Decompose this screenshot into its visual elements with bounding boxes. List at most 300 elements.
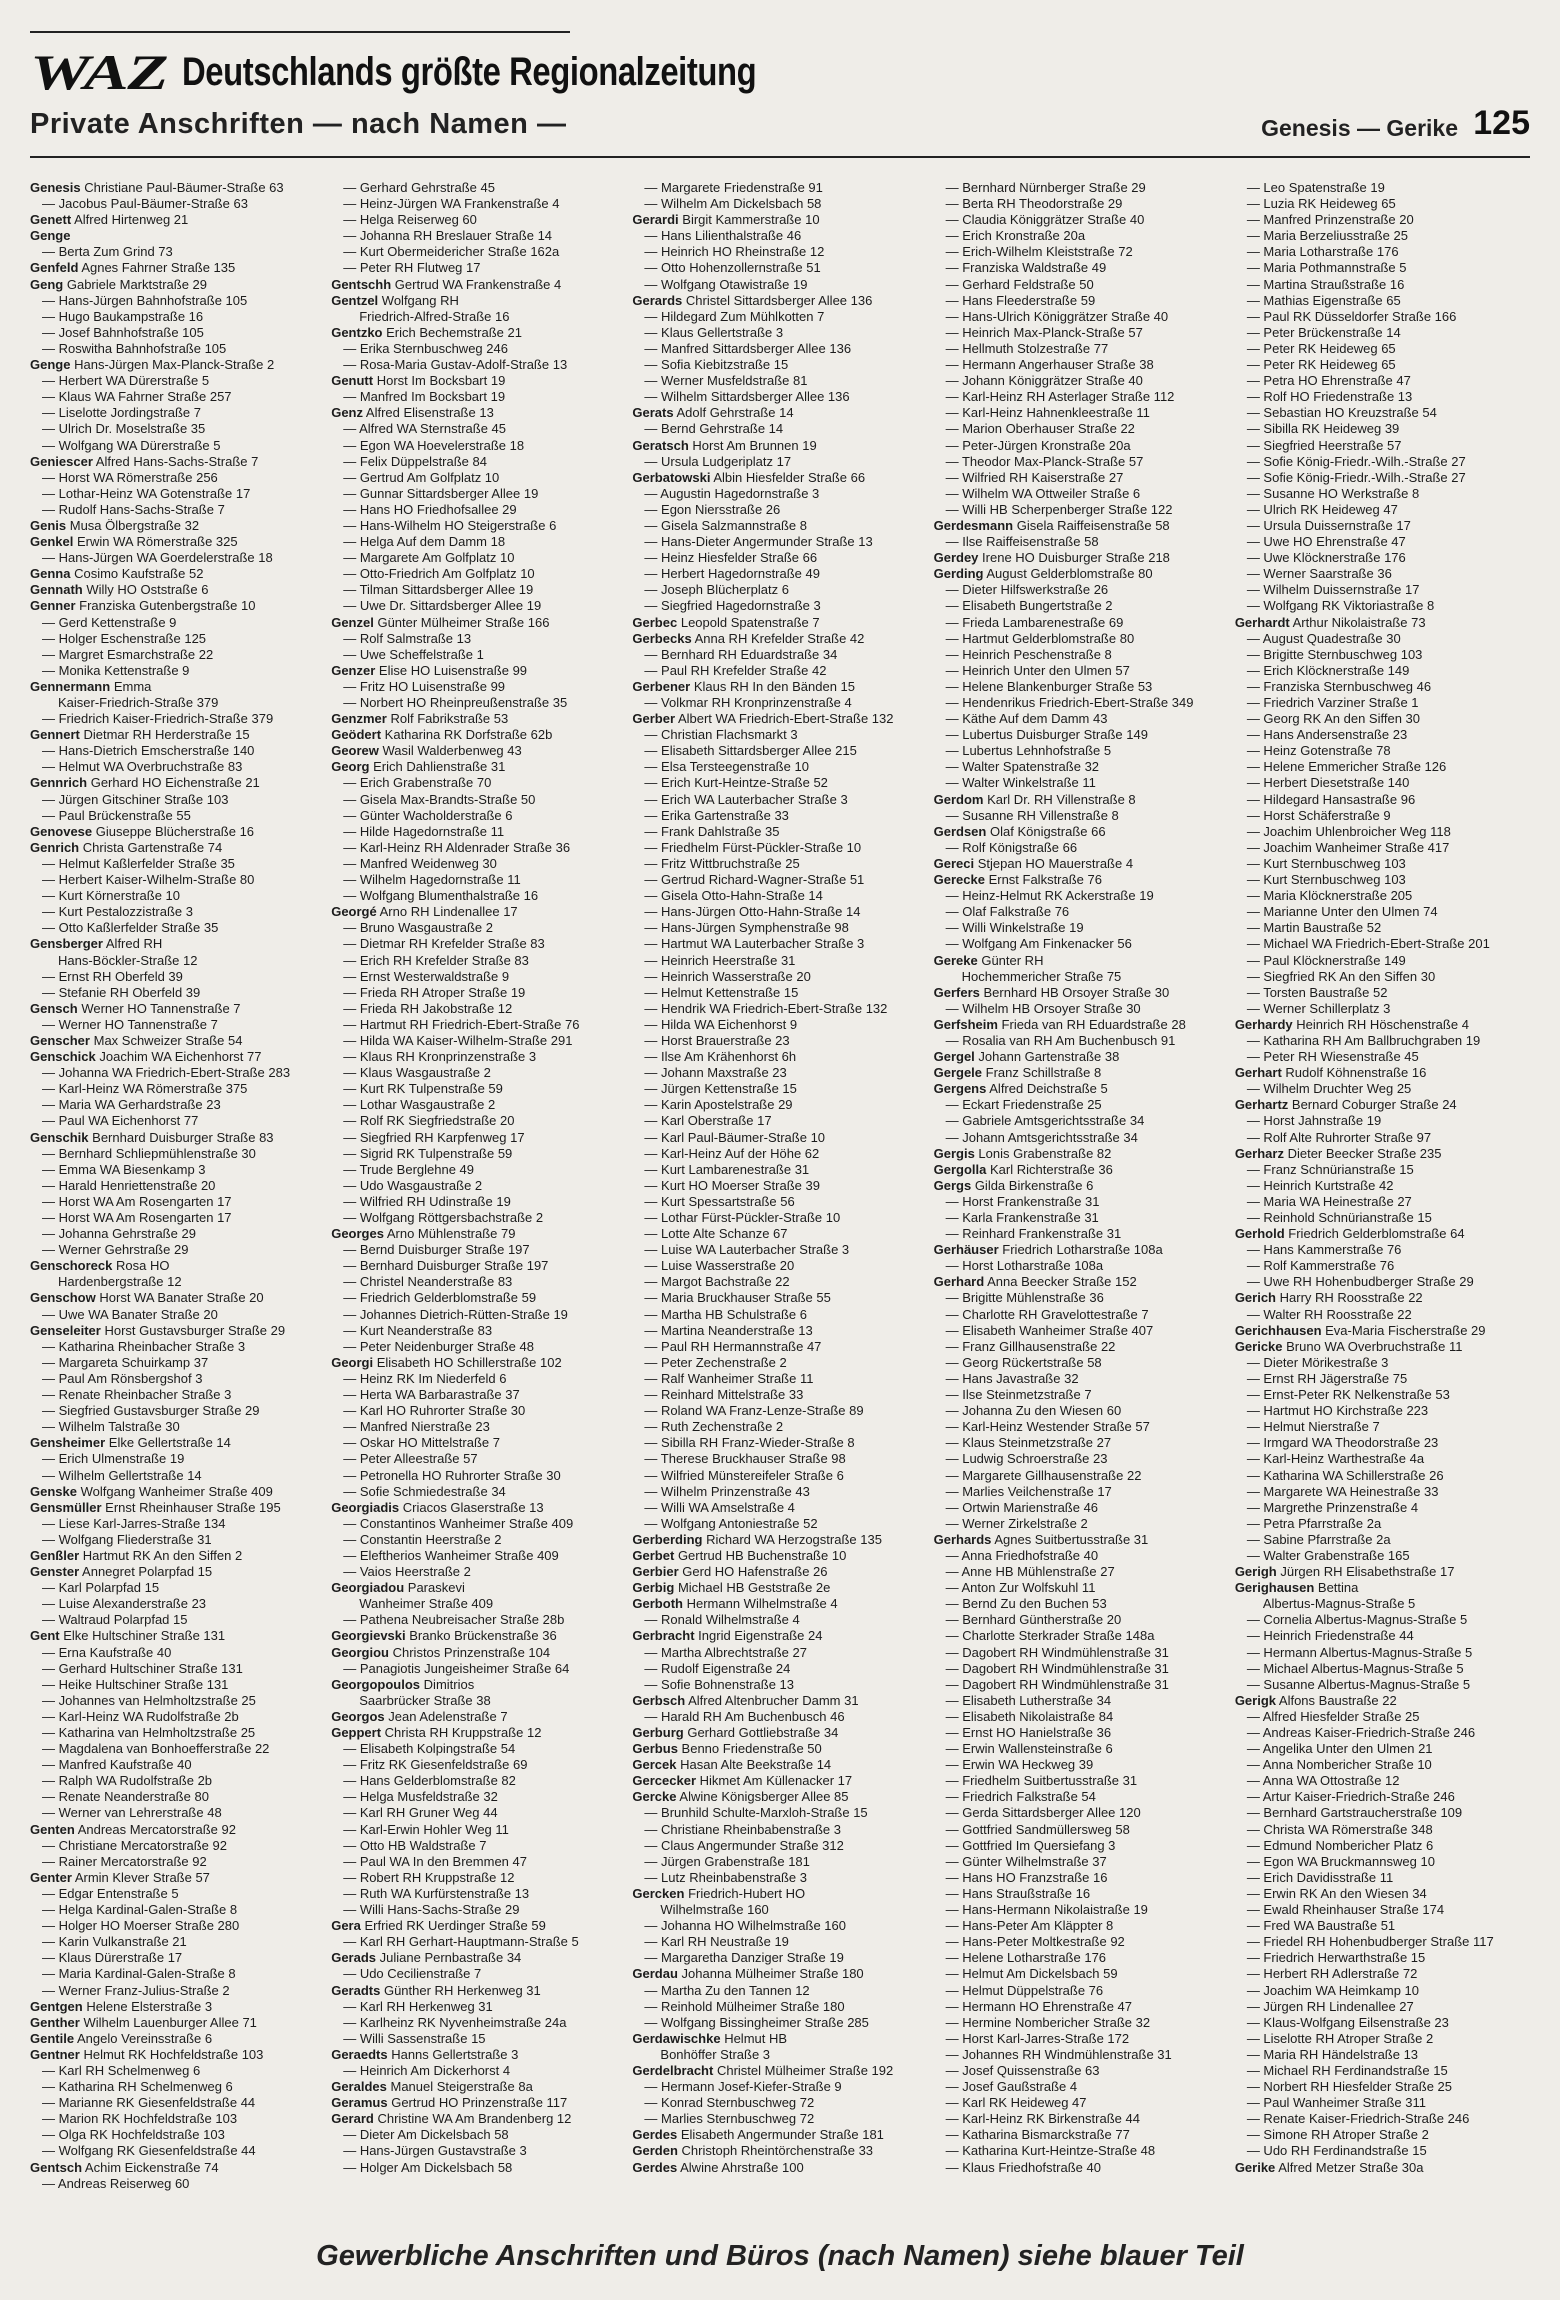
entry-details: — Anton Zur Wolfskuhl 11 bbox=[945, 1580, 1096, 1596]
entry-details: — Dieter Hilfswerkstraße 26 bbox=[945, 582, 1109, 598]
directory-entry bbox=[30, 1435, 325, 1451]
directory-entry bbox=[632, 1355, 927, 1371]
directory-entry bbox=[331, 1146, 626, 1162]
directory-entry bbox=[934, 1757, 1229, 1773]
entry-details: — Klaus RH Kronprinzenstraße 3 bbox=[343, 1049, 537, 1065]
family-name: Gerbatowski bbox=[632, 469, 711, 485]
entry-details: Agnes Suitbertusstraße 31 bbox=[994, 1531, 1149, 1547]
entry-details: — Holger HO Moerser Straße 280 bbox=[42, 1918, 240, 1934]
directory-entry bbox=[1235, 1725, 1530, 1741]
entry-details: Hikmet Am Küllenacker 17 bbox=[699, 1773, 853, 1789]
entry-details: — Fred WA Baustraße 51 bbox=[1246, 1918, 1396, 1934]
entry-details: — Maria Kardinal-Galen-Straße 8 bbox=[42, 1966, 236, 1982]
entry-details: — Hermann Josef-Kiefer-Straße 9 bbox=[644, 2079, 842, 2095]
directory-entry bbox=[1235, 2127, 1530, 2143]
entry-details: — Friedrich Gelderblomstraße 59 bbox=[343, 1290, 537, 1306]
directory-entry bbox=[331, 1886, 626, 1902]
entry-details: — Margaretha Danziger Straße 19 bbox=[644, 1950, 844, 1966]
directory-entry bbox=[934, 936, 1229, 952]
directory-entry bbox=[934, 1001, 1229, 1017]
directory-entry bbox=[1235, 1838, 1530, 1854]
directory-entry bbox=[1235, 1468, 1530, 1484]
directory-entry bbox=[30, 872, 325, 888]
entry-details: — Hartmut Gelderblomstraße 80 bbox=[945, 630, 1135, 646]
family-name: Gentgen bbox=[30, 1998, 83, 2014]
entry-details: — Josef Gaußstraße 4 bbox=[945, 2079, 1078, 2095]
entry-details: — Siegfried Heerstraße 57 bbox=[1246, 437, 1402, 453]
directory-entry bbox=[1235, 1387, 1530, 1403]
entry-details: — Günter Wacholderstraße 6 bbox=[343, 807, 513, 823]
entry-details: Gilda Birkenstraße 6 bbox=[974, 1177, 1094, 1193]
directory-entry bbox=[1235, 1097, 1530, 1113]
entry-details: Alfons Baustraße 22 bbox=[1278, 1692, 1397, 1708]
entry-details: Wilhelm Lauenburger Allee 71 bbox=[83, 2014, 257, 2030]
entry-details: — Volkmar RH Kronprinzenstraße 4 bbox=[644, 695, 852, 710]
directory-entry bbox=[30, 389, 325, 405]
directory-entry bbox=[30, 1081, 325, 1097]
family-name: Gerichhausen bbox=[1234, 1322, 1322, 1338]
directory-entry bbox=[30, 1049, 325, 1065]
directory-entry bbox=[1235, 1435, 1530, 1451]
directory-entry bbox=[934, 566, 1229, 582]
entry-details: — Bernd Zu den Buchen 53 bbox=[945, 1596, 1107, 1612]
entry-details: — Johann Maxstraße 23 bbox=[644, 1065, 787, 1081]
entry-details: Kaiser-Friedrich-Straße 379 bbox=[58, 695, 219, 710]
entry-details: — Heinrich Wasserstraße 20 bbox=[644, 968, 811, 984]
directory-entry bbox=[331, 2063, 626, 2079]
directory-entry bbox=[632, 2127, 927, 2143]
directory-entry bbox=[30, 1838, 325, 1854]
directory-entry bbox=[1235, 1194, 1530, 1210]
directory-entry bbox=[632, 1870, 927, 1886]
entry-details: — Kurt RK Tulpenstraße 59 bbox=[343, 1081, 503, 1097]
directory-entry bbox=[632, 405, 927, 421]
directory-entry bbox=[331, 1918, 626, 1934]
directory-entry bbox=[632, 389, 927, 405]
directory-entry bbox=[632, 1226, 927, 1242]
entry-details: — Andreas Kaiser-Friedrich-Straße 246 bbox=[1246, 1725, 1476, 1740]
entry-details: — Stefanie RH Oberfeld 39 bbox=[42, 984, 201, 1000]
directory-entry bbox=[1235, 550, 1530, 566]
entry-details: — Heinrich Unter den Ulmen 57 bbox=[945, 662, 1130, 678]
directory-entry bbox=[1235, 1049, 1530, 1065]
directory-entry bbox=[934, 888, 1229, 904]
entry-details: — Sibilla RH Franz-Wieder-Straße 8 bbox=[644, 1435, 855, 1451]
directory-entry bbox=[331, 1854, 626, 1870]
entry-details: — Helmut Am Dickelsbach 59 bbox=[945, 1966, 1118, 1982]
entry-details: — Horst Schäferstraße 9 bbox=[1246, 807, 1391, 823]
entry-details: — Rolf HO Friedenstraße 13 bbox=[1246, 389, 1413, 405]
directory-entry bbox=[1235, 2095, 1530, 2111]
directory-entry bbox=[331, 1419, 626, 1435]
directory-entry bbox=[30, 1451, 325, 1467]
entry-details: — Ilse Raiffeisenstraße 58 bbox=[945, 534, 1099, 550]
directory-entry bbox=[1235, 1500, 1530, 1516]
entry-details: — Dagobert RH Windmühlenstraße 31 bbox=[945, 1660, 1169, 1676]
entry-details: Friedrich Lotharstraße 108a bbox=[1002, 1242, 1163, 1258]
entry-details: — Peter RH Wiesenstraße 45 bbox=[1246, 1049, 1419, 1065]
directory-entry bbox=[331, 1822, 626, 1838]
directory-entry bbox=[331, 1564, 626, 1580]
entry-details: Arthur Nikolaistraße 73 bbox=[1292, 614, 1426, 630]
directory-entry bbox=[934, 1741, 1229, 1757]
entry-details: — Karin Apostelstraße 29 bbox=[644, 1097, 793, 1113]
entry-details: — Artur Kaiser-Friedrich-Straße 246 bbox=[1246, 1789, 1455, 1805]
entry-details: — Hartmut WA Lauterbacher Straße 3 bbox=[644, 936, 865, 952]
directory-entry bbox=[331, 1065, 626, 1081]
entry-details: — Herta WA Barbarastraße 37 bbox=[343, 1387, 520, 1403]
entry-details: — Helga Musfeldstraße 32 bbox=[343, 1789, 498, 1805]
directory-entry bbox=[632, 486, 927, 502]
entry-details: — Fritz RK Giesenfeldstraße 69 bbox=[343, 1757, 528, 1773]
entry-details: — Helmut Nierstraße 7 bbox=[1246, 1419, 1380, 1435]
entry-details: — Ulrich Dr. Moselstraße 35 bbox=[42, 421, 206, 437]
entry-details: — Karl Oberstraße 17 bbox=[644, 1113, 772, 1129]
family-name: Genzmer bbox=[331, 711, 387, 727]
directory-entry bbox=[331, 1323, 626, 1339]
directory-entry bbox=[934, 1902, 1229, 1918]
entry-details: — Friedhelm Suitbertusstraße 31 bbox=[945, 1773, 1138, 1789]
entry-details: Erich Dahlienstraße 31 bbox=[373, 759, 506, 775]
entry-details: — Gerd Kettenstraße 9 bbox=[42, 614, 177, 630]
entry-details: — Katharina RH Am Ballbruchgraben 19 bbox=[1246, 1032, 1481, 1048]
directory-entry bbox=[934, 2031, 1229, 2047]
entry-details: — Christel Neanderstraße 83 bbox=[343, 1274, 513, 1290]
directory-entry bbox=[331, 2160, 626, 2176]
directory-entry bbox=[632, 985, 927, 1001]
entry-details: — Olga RK Hochfeldstraße 103 bbox=[42, 2127, 225, 2143]
entry-details: — Peter-Jürgen Kronstraße 20a bbox=[945, 437, 1131, 453]
entry-details: — Holger Am Dickelsbach 58 bbox=[343, 2159, 513, 2175]
directory-entry bbox=[632, 438, 927, 454]
family-name: Georgé bbox=[331, 904, 377, 920]
directory-entry bbox=[632, 1532, 927, 1548]
entry-details: Erich Bechemstraße 21 bbox=[386, 324, 522, 340]
directory-entry bbox=[632, 1146, 927, 1162]
family-name: Genschick bbox=[30, 1049, 96, 1065]
directory-entry bbox=[1235, 293, 1530, 309]
entry-details: — Frieda RH Atroper Straße 19 bbox=[343, 984, 526, 1000]
entry-details: — Hilda WA Eichenhorst 9 bbox=[644, 1016, 798, 1032]
entry-details: — Wilhelm Hagedornstraße 11 bbox=[343, 872, 521, 888]
entry-details: — Frieda Lambarenestraße 69 bbox=[945, 614, 1124, 630]
directory-entry bbox=[30, 196, 325, 212]
entry-details: Wilhelmstraße 160 bbox=[660, 1902, 769, 1918]
entry-details: — Therese Bruckhauser Straße 98 bbox=[644, 1451, 846, 1467]
directory-entry bbox=[1235, 373, 1530, 389]
family-name: Genther bbox=[30, 2014, 80, 2030]
directory-entry bbox=[1235, 1130, 1530, 1146]
entry-details: — Rolf Königstraße 66 bbox=[945, 839, 1078, 855]
directory-entry bbox=[30, 1677, 325, 1693]
entry-details: — Hans Kammerstraße 76 bbox=[1246, 1242, 1402, 1258]
entry-details: — Renate Kaiser-Friedrich-Straße 246 bbox=[1246, 2111, 1470, 2127]
entry-details: — Siegfried RK An den Siffen 30 bbox=[1246, 968, 1436, 984]
family-name: Gercek bbox=[632, 1757, 677, 1773]
entry-details: — Christa WA Römerstraße 348 bbox=[1246, 1821, 1433, 1837]
directory-entry bbox=[1235, 2111, 1530, 2127]
entry-details: — Roland WA Franz-Lenze-Straße 89 bbox=[644, 1403, 864, 1419]
entry-details: — Egon WA Hoevelerstraße 18 bbox=[343, 437, 525, 453]
directory-entry bbox=[331, 357, 626, 373]
entry-details: — Ruth Zechenstraße 2 bbox=[644, 1419, 784, 1435]
entry-details: — Hans-Hermann Nikolaistraße 19 bbox=[945, 1902, 1148, 1918]
entry-details: — Margrethe Prinzenstraße 4 bbox=[1246, 1499, 1419, 1515]
entry-details: — Eleftherios Wanheimer Straße 409 bbox=[343, 1547, 559, 1563]
family-name: Gentzel bbox=[331, 292, 379, 308]
directory-entry bbox=[934, 228, 1229, 244]
entry-details: — Udo Wasgaustraße 2 bbox=[343, 1177, 483, 1193]
entry-details: — Gerhard Hultschiner Straße 131 bbox=[42, 1660, 243, 1676]
entry-details: — Wolfgang RK Giesenfeldstraße 44 bbox=[42, 2143, 256, 2159]
directory-entry bbox=[30, 792, 325, 808]
directory-entry bbox=[632, 615, 927, 631]
directory-entry bbox=[934, 486, 1229, 502]
entry-details: — Bernhard Schliepmühlenstraße 30 bbox=[42, 1145, 256, 1161]
entry-details: Saarbrücker Straße 38 bbox=[359, 1692, 491, 1708]
entry-details: — Erich WA Lauterbacher Straße 3 bbox=[644, 791, 848, 807]
entry-details: — Siegfried RH Karpfenweg 17 bbox=[343, 1129, 525, 1145]
directory-entry bbox=[1235, 953, 1530, 969]
directory-entry bbox=[30, 502, 325, 518]
entry-details: — Ursula Ludgeriplatz 17 bbox=[644, 453, 792, 469]
directory-entry bbox=[632, 1983, 927, 1999]
directory-entry bbox=[1235, 582, 1530, 598]
entry-details: Friedrich-Hubert HO bbox=[688, 1885, 806, 1901]
entry-details: — Erwin RK An den Wiesen 34 bbox=[1246, 1885, 1427, 1901]
entry-details: — Rudolf Hans-Sachs-Straße 7 bbox=[42, 501, 225, 517]
directory-entry bbox=[632, 1097, 927, 1113]
entry-details: — Kurt Körnerstraße 10 bbox=[42, 888, 180, 904]
entry-details: — Klaus Wasgaustraße 2 bbox=[343, 1065, 491, 1081]
directory-entry bbox=[331, 679, 626, 695]
directory-entry bbox=[30, 1645, 325, 1661]
directory-entry bbox=[934, 1484, 1229, 1500]
directory-entry bbox=[1235, 743, 1530, 759]
entry-details: Horst Gustavsburger Straße 29 bbox=[104, 1322, 286, 1338]
directory-entry bbox=[1235, 1661, 1530, 1677]
family-name: Genster bbox=[30, 1564, 80, 1580]
directory-entry bbox=[632, 1854, 927, 1870]
directory-entry bbox=[30, 1097, 325, 1113]
directory-entry bbox=[1235, 1741, 1530, 1757]
directory-entry bbox=[331, 1773, 626, 1789]
entry-details: — Kurt Neanderstraße 83 bbox=[343, 1322, 493, 1338]
directory-entry bbox=[331, 341, 626, 357]
family-name: Gerhardy bbox=[1234, 1016, 1293, 1032]
directory-entry bbox=[934, 1242, 1229, 1258]
directory-entry bbox=[1235, 228, 1530, 244]
entry-details: Hans-Jürgen Max-Planck-Straße 2 bbox=[74, 357, 275, 373]
directory-entry bbox=[934, 1081, 1229, 1097]
directory-entry bbox=[934, 727, 1229, 743]
directory-entry bbox=[30, 1419, 325, 1435]
directory-entry bbox=[934, 695, 1229, 711]
entry-details: — Uwe Klöcknerstraße 176 bbox=[1246, 550, 1406, 566]
entry-details: — Heinz-Helmut RK Ackerstraße 19 bbox=[945, 888, 1154, 904]
entry-details: Hardenbergstraße 12 bbox=[58, 1274, 182, 1290]
directory-entry bbox=[632, 228, 927, 244]
entry-details: — Wolfgang Antoniestraße 52 bbox=[644, 1515, 818, 1531]
directory-entry bbox=[934, 1645, 1229, 1661]
entry-details: — Günter Wilhelmstraße 37 bbox=[945, 1853, 1107, 1869]
family-name: Genschik bbox=[30, 1129, 89, 1145]
family-name: Geödert bbox=[331, 727, 382, 743]
entry-details: — Lothar-Heinz WA Gotenstraße 17 bbox=[42, 485, 251, 501]
directory-entry bbox=[1235, 438, 1530, 454]
directory-entry bbox=[934, 1564, 1229, 1580]
directory-entry bbox=[30, 1854, 325, 1870]
directory-entry bbox=[632, 808, 927, 824]
directory-entry bbox=[632, 1516, 927, 1532]
directory-entry bbox=[30, 840, 325, 856]
directory-entry bbox=[934, 1307, 1229, 1323]
directory-entry bbox=[1235, 1709, 1530, 1725]
entry-details: — Erich-Wilhelm Kleiststraße 72 bbox=[945, 244, 1133, 260]
entry-details: — Constantin Heerstraße 2 bbox=[343, 1531, 502, 1547]
entry-details: — Wolfgang Otawistraße 19 bbox=[644, 276, 808, 292]
entry-details: — Marion RK Hochfeldstraße 103 bbox=[42, 2111, 238, 2127]
directory-entry bbox=[632, 1596, 927, 1612]
directory-entry bbox=[934, 341, 1229, 357]
directory-entry bbox=[632, 2111, 927, 2127]
directory-entry bbox=[331, 1355, 626, 1371]
directory-entry bbox=[632, 582, 927, 598]
directory-entry bbox=[30, 518, 325, 534]
directory-entry bbox=[1235, 888, 1530, 904]
entry-details: — Franz Gillhausenstraße 22 bbox=[945, 1338, 1116, 1354]
entry-details: — Anna Nombericher Straße 10 bbox=[1246, 1757, 1432, 1773]
entry-details: — Horst Jahnstraße 19 bbox=[1246, 1113, 1382, 1129]
directory-entry bbox=[934, 1661, 1229, 1677]
directory-entry bbox=[331, 953, 626, 969]
entry-details: — Theodor Max-Planck-Straße 57 bbox=[945, 453, 1144, 469]
entry-details: — Hans-Peter Moltkestraße 92 bbox=[945, 1934, 1125, 1950]
family-name: Georgiou bbox=[331, 1644, 389, 1660]
entry-details: — Uwe WA Banater Straße 20 bbox=[42, 1306, 218, 1322]
directory-entry bbox=[331, 2111, 626, 2127]
directory-entry bbox=[331, 743, 626, 759]
family-name: Genna bbox=[30, 566, 71, 582]
family-name: Genge bbox=[30, 228, 71, 244]
family-name: Gerburg bbox=[632, 1725, 684, 1740]
directory-entry bbox=[30, 1532, 325, 1548]
entry-details: — Luise Wasserstraße 20 bbox=[644, 1258, 795, 1274]
directory-entry bbox=[1235, 969, 1530, 985]
entry-details: — Charlotte Sterkrader Straße 148a bbox=[945, 1628, 1155, 1644]
entry-details: — Kurt Sternbuschweg 103 bbox=[1246, 872, 1406, 888]
entry-details: — Claus Angermunder Straße 312 bbox=[644, 1837, 844, 1853]
entry-details: — Margret Esmarchstraße 22 bbox=[42, 646, 214, 662]
directory-entry bbox=[632, 1451, 927, 1467]
entry-details: — Trude Berglehne 49 bbox=[343, 1161, 475, 1177]
directory-entry bbox=[331, 1130, 626, 1146]
family-name: Georg bbox=[331, 759, 370, 775]
family-name: Geradts bbox=[331, 1982, 381, 1998]
directory-entry bbox=[1235, 647, 1530, 663]
entry-details: — Uwe Scheffelstraße 1 bbox=[343, 646, 484, 662]
directory-entry bbox=[1235, 775, 1530, 791]
entry-details: Klaus RH In den Bänden 15 bbox=[693, 678, 856, 694]
entry-details: — Wilhelm Talstraße 30 bbox=[42, 1419, 180, 1435]
directory-entry bbox=[632, 631, 927, 647]
directory-entry bbox=[1235, 260, 1530, 276]
directory-entry bbox=[632, 277, 927, 293]
family-name: Genske bbox=[30, 1483, 77, 1499]
entry-details: — Hellmuth Stolzestraße 77 bbox=[945, 340, 1109, 356]
family-name: Genßler bbox=[30, 1547, 80, 1563]
entry-details: — Erich Klöcknerstraße 149 bbox=[1246, 662, 1410, 678]
entry-details: — Katharina WA Schillerstraße 26 bbox=[1246, 1467, 1444, 1483]
directory-entry bbox=[632, 1612, 927, 1628]
directory-entry bbox=[632, 1918, 927, 1934]
entry-details: Paraskevi bbox=[407, 1580, 465, 1596]
directory-entry bbox=[632, 840, 927, 856]
directory-entry bbox=[632, 1484, 927, 1500]
column-5 bbox=[1235, 180, 1530, 2180]
directory-entry bbox=[934, 1403, 1229, 1419]
entry-details: — Rolf Kammerstraße 76 bbox=[1246, 1258, 1395, 1274]
entry-details: Adolf Gehrstraße 14 bbox=[676, 405, 794, 421]
family-name: Gergens bbox=[933, 1081, 987, 1097]
entry-details: — Brigitte Mühlenstraße 36 bbox=[945, 1290, 1104, 1306]
entry-details: Alfred Elisenstraße 13 bbox=[365, 405, 494, 421]
entry-details: — Marianne Unter den Ulmen 74 bbox=[1246, 904, 1438, 920]
entry-details: — Walter Winkelstraße 11 bbox=[945, 775, 1096, 791]
entry-details: Hanns Gellertstraße 3 bbox=[391, 2046, 519, 2062]
directory-entry bbox=[30, 1918, 325, 1934]
directory-entry bbox=[934, 1049, 1229, 1065]
directory-entry bbox=[331, 2031, 626, 2047]
entry-details: Benno Friedenstraße 50 bbox=[681, 1741, 822, 1757]
directory-entry bbox=[632, 325, 927, 341]
directory-entry bbox=[1235, 1258, 1530, 1274]
entry-details: — Werner Musfeldstraße 81 bbox=[644, 373, 808, 389]
directory-entry bbox=[934, 2047, 1229, 2063]
entry-details: — Uwe Dr. Sittardsberger Allee 19 bbox=[343, 598, 542, 614]
directory-entry bbox=[30, 228, 325, 244]
entry-details: — Karlheinz RK Nyvenheimstraße 24a bbox=[343, 2014, 567, 2030]
directory-entry bbox=[331, 1210, 626, 1226]
directory-entry bbox=[331, 2015, 626, 2031]
entry-details: — Christiane Rheinbabenstraße 3 bbox=[644, 1821, 841, 1837]
directory-entry bbox=[30, 1242, 325, 1258]
entry-details: Stjepan HO Mauerstraße 4 bbox=[977, 855, 1134, 871]
directory-entry bbox=[934, 743, 1229, 759]
entry-details: — Hans Gelderblomstraße 82 bbox=[343, 1773, 516, 1789]
directory-entry bbox=[934, 856, 1229, 872]
entry-details: Albin Hiesfelder Straße 66 bbox=[713, 469, 866, 485]
top-rule bbox=[30, 31, 570, 33]
directory-entry bbox=[30, 1516, 325, 1532]
entry-details: — Tilman Sittardsberger Allee 19 bbox=[343, 582, 534, 598]
directory-entry bbox=[331, 1435, 626, 1451]
directory-entry bbox=[934, 1323, 1229, 1339]
family-name: Gensmüller bbox=[30, 1499, 102, 1515]
entry-details: — Fritz Wittbruchstraße 25 bbox=[644, 855, 800, 871]
directory-entry bbox=[30, 2127, 325, 2143]
entry-details: — Karl RK Heideweg 47 bbox=[945, 2095, 1087, 2111]
entry-details: Musa Ölbergstraße 32 bbox=[69, 517, 200, 533]
directory-entry bbox=[331, 1516, 626, 1532]
entry-details: — Joachim Wanheimer Straße 417 bbox=[1246, 839, 1450, 855]
entry-details: — Karl RH Herkenweg 31 bbox=[343, 1998, 493, 2014]
family-name: Georgievski bbox=[331, 1628, 406, 1644]
directory-entry bbox=[934, 2095, 1229, 2111]
entry-details: — Katharina van Helmholtzstraße 25 bbox=[42, 1725, 256, 1740]
entry-details: — Friedrich Falkstraße 54 bbox=[945, 1789, 1096, 1805]
directory-entry bbox=[1235, 2079, 1530, 2095]
